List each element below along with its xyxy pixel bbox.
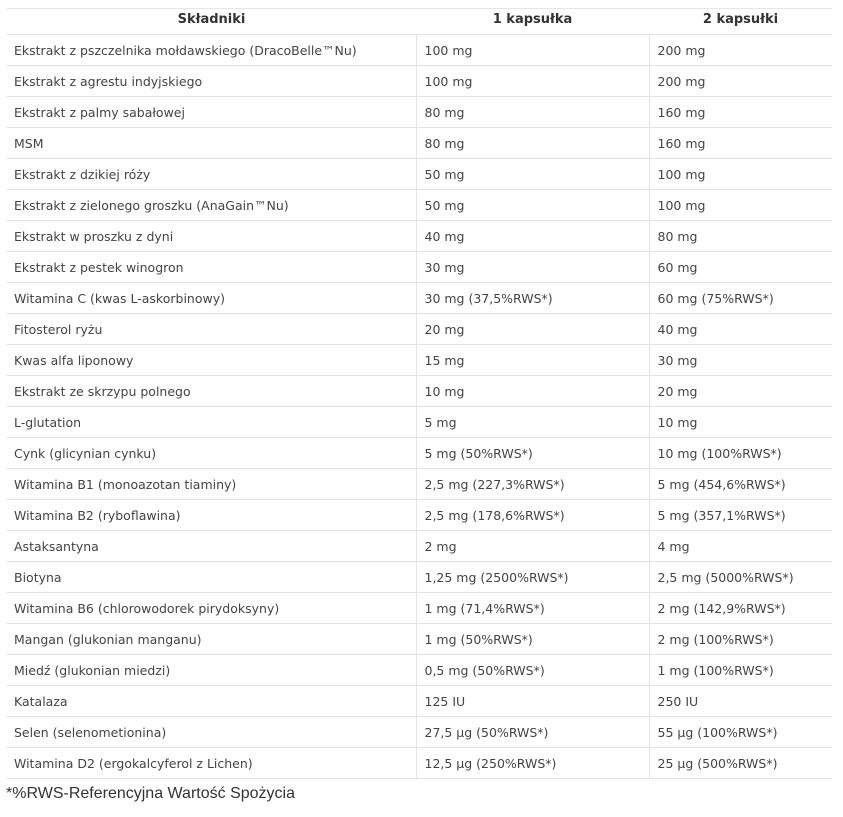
ingredient-name: L-glutation (7, 407, 416, 438)
ingredient-name: Miedź (glukonian miedzi) (7, 655, 416, 686)
table-row (7, 531, 832, 562)
table-row (7, 717, 832, 748)
one-capsule-amount: 30 mg (37,5%RWS*) (416, 283, 649, 314)
two-capsules-amount: 60 mg (75%RWS*) (649, 283, 832, 314)
one-capsule-amount: 80 mg (416, 128, 649, 159)
footnote: *%RWS-Referencyjna Wartość Spożycia (6, 785, 295, 802)
table-row (7, 469, 832, 500)
table-row (7, 252, 832, 283)
two-capsules-amount: 160 mg (649, 97, 832, 128)
one-capsule-amount: 1,25 mg (2500%RWS*) (416, 562, 649, 593)
one-capsule-amount: 12,5 µg (250%RWS*) (416, 748, 649, 779)
one-capsule-amount: 20 mg (416, 314, 649, 345)
one-capsule-amount: 125 IU (416, 686, 649, 717)
ingredient-name: Ekstrakt z pszczelnika mołdawskiego (DracoBelle™Nu) (7, 35, 416, 66)
table-row (7, 159, 832, 190)
two-capsules-amount: 2,5 mg (5000%RWS*) (649, 562, 832, 593)
table-row (7, 345, 832, 376)
ingredient-name: Biotyna (7, 562, 416, 593)
table-row (7, 562, 832, 593)
two-capsules-amount: 100 mg (649, 190, 832, 221)
two-capsules-amount: 20 mg (649, 376, 832, 407)
one-capsule-amount: 50 mg (416, 190, 649, 221)
header-two-capsules: 2 kapsułki (649, 9, 832, 35)
two-capsules-amount: 1 mg (100%RWS*) (649, 655, 832, 686)
table-header (7, 9, 832, 35)
table-row (7, 66, 832, 97)
one-capsule-amount: 40 mg (416, 221, 649, 252)
two-capsules-amount: 60 mg (649, 252, 832, 283)
ingredient-name: Ekstrakt z zielonego groszku (AnaGain™Nu) (7, 190, 416, 221)
one-capsule-amount: 5 mg (416, 407, 649, 438)
two-capsules-amount: 200 mg (649, 35, 832, 66)
two-capsules-amount: 10 mg (649, 407, 832, 438)
two-capsules-amount: 200 mg (649, 66, 832, 97)
one-capsule-amount: 1 mg (71,4%RWS*) (416, 593, 649, 624)
two-capsules-amount: 5 mg (454,6%RWS*) (649, 469, 832, 500)
ingredients-table (7, 8, 832, 779)
one-capsule-amount: 2,5 mg (227,3%RWS*) (416, 469, 649, 500)
ingredient-name: Cynk (glicynian cynku) (7, 438, 416, 469)
one-capsule-amount: 100 mg (416, 35, 649, 66)
table-row (7, 624, 832, 655)
header-row (7, 9, 832, 35)
one-capsule-amount: 80 mg (416, 97, 649, 128)
ingredient-name: Witamina D2 (ergokalcyferol z Lichen) (7, 748, 416, 779)
table-row (7, 748, 832, 779)
ingredient-name: Witamina B1 (monoazotan tiaminy) (7, 469, 416, 500)
two-capsules-amount: 100 mg (649, 159, 832, 190)
one-capsule-amount: 2 mg (416, 531, 649, 562)
one-capsule-amount: 100 mg (416, 66, 649, 97)
ingredient-name: Fitosterol ryżu (7, 314, 416, 345)
ingredient-name: Katalaza (7, 686, 416, 717)
one-capsule-amount: 5 mg (50%RWS*) (416, 438, 649, 469)
ingredient-name: Ekstrakt z pestek winogron (7, 252, 416, 283)
table-row (7, 128, 832, 159)
two-capsules-amount: 160 mg (649, 128, 832, 159)
one-capsule-amount: 27,5 µg (50%RWS*) (416, 717, 649, 748)
two-capsules-amount: 4 mg (649, 531, 832, 562)
two-capsules-amount: 10 mg (100%RWS*) (649, 438, 832, 469)
ingredient-name: Ekstrakt z palmy sabałowej (7, 97, 416, 128)
table-row (7, 221, 832, 252)
table-row (7, 438, 832, 469)
table-row (7, 500, 832, 531)
one-capsule-amount: 10 mg (416, 376, 649, 407)
table-body (7, 35, 832, 779)
one-capsule-amount: 1 mg (50%RWS*) (416, 624, 649, 655)
two-capsules-amount: 55 µg (100%RWS*) (649, 717, 832, 748)
ingredient-name: Ekstrakt z dzikiej róży (7, 159, 416, 190)
two-capsules-amount: 40 mg (649, 314, 832, 345)
ingredient-name: Ekstrakt w proszku z dyni (7, 221, 416, 252)
ingredient-name: Witamina C (kwas L-askorbinowy) (7, 283, 416, 314)
two-capsules-amount: 250 IU (649, 686, 832, 717)
ingredient-name: Witamina B6 (chlorowodorek pirydoksyny) (7, 593, 416, 624)
ingredient-name: Selen (selenometionina) (7, 717, 416, 748)
two-capsules-amount: 25 µg (500%RWS*) (649, 748, 832, 779)
table-row (7, 407, 832, 438)
table-row (7, 97, 832, 128)
table-row (7, 35, 832, 66)
one-capsule-amount: 30 mg (416, 252, 649, 283)
two-capsules-amount: 5 mg (357,1%RWS*) (649, 500, 832, 531)
ingredient-name: Kwas alfa liponowy (7, 345, 416, 376)
ingredient-name: Ekstrakt ze skrzypu polnego (7, 376, 416, 407)
ingredient-name: MSM (7, 128, 416, 159)
two-capsules-amount: 30 mg (649, 345, 832, 376)
header-one-capsule: 1 kapsułka (416, 9, 649, 35)
header-ingredients: Składniki (7, 9, 416, 35)
one-capsule-amount: 2,5 mg (178,6%RWS*) (416, 500, 649, 531)
ingredient-name: Mangan (glukonian manganu) (7, 624, 416, 655)
one-capsule-amount: 50 mg (416, 159, 649, 190)
table-row (7, 283, 832, 314)
one-capsule-amount: 15 mg (416, 345, 649, 376)
table-row (7, 655, 832, 686)
ingredient-name: Ekstrakt z agrestu indyjskiego (7, 66, 416, 97)
table-row (7, 314, 832, 345)
two-capsules-amount: 80 mg (649, 221, 832, 252)
two-capsules-amount: 2 mg (100%RWS*) (649, 624, 832, 655)
table-row (7, 593, 832, 624)
table-row (7, 686, 832, 717)
two-capsules-amount: 2 mg (142,9%RWS*) (649, 593, 832, 624)
ingredient-name: Astaksantyna (7, 531, 416, 562)
table-row (7, 376, 832, 407)
one-capsule-amount: 0,5 mg (50%RWS*) (416, 655, 649, 686)
ingredient-name: Witamina B2 (ryboflawina) (7, 500, 416, 531)
table-row (7, 190, 832, 221)
